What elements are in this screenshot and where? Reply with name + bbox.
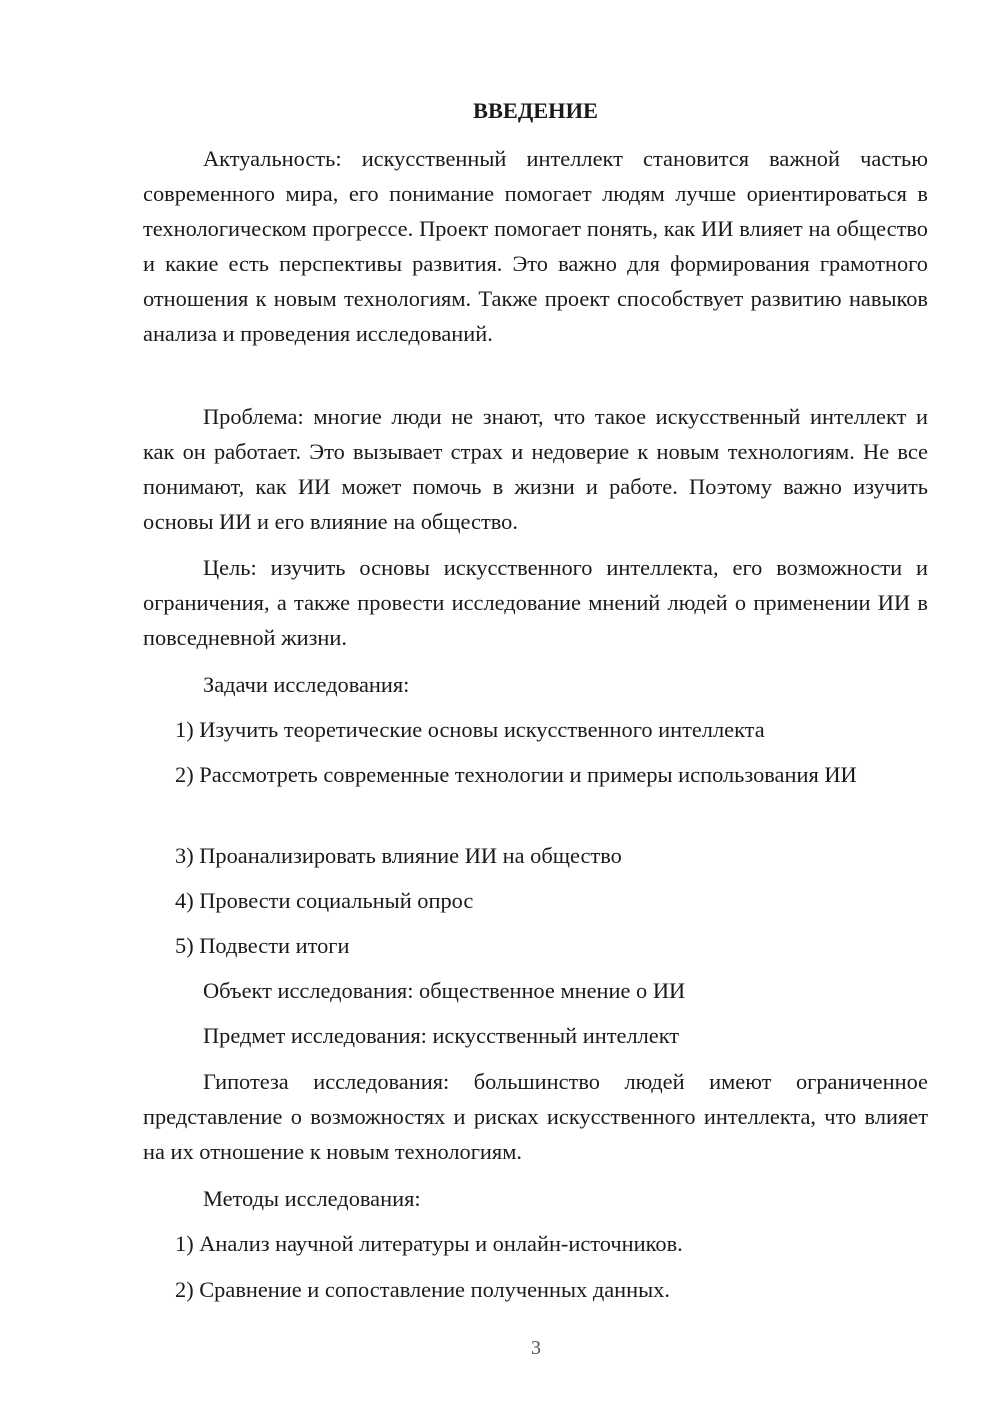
task-4-block (143, 883, 928, 918)
task-3-block (143, 838, 928, 873)
relevance-block (143, 141, 928, 351)
methods-title: Методы исследования: (203, 1186, 421, 1211)
method-item: 1) Анализ научной литературы и онлайн-источников. (175, 1231, 683, 1256)
task-item: 3) Проанализировать влияние ИИ на общество (175, 843, 622, 868)
method-1-block (143, 1226, 928, 1261)
problem-paragraph: Проблема: многие люди не знают, что такое искусственный интеллект и как он работает. Это вызывает страх и недоверие к новым технологиям. Не все понимают, как ИИ может помочь в жизни и работе. Поэтому важно изучить основы ИИ и его влияние на общество. (143, 404, 928, 534)
task-1-block (143, 712, 928, 747)
methods-title-block (143, 1181, 928, 1216)
task-5-block (143, 928, 928, 963)
method-item: 2) Сравнение и сопоставление полученных данных. (175, 1277, 670, 1302)
page-number: 3 (531, 1337, 541, 1359)
task-item: 5) Подвести итоги (175, 933, 350, 958)
object-block (143, 973, 928, 1008)
task-2-block (143, 757, 928, 792)
task-item: 2) Рассмотреть современные технологии и примеры использования ИИ (175, 762, 857, 787)
relevance-paragraph: Актуальность: искусственный интеллект становится важной частью современного мира, его понимание помогает людям лучше ориентироваться в технологическом прогрессе. Проект помогает понять, как ИИ влияет на общество и какие есть перспективы развития. Это важно для формирования грамотного отношения к новым технологиям. Также проект способствует развитию навыков анализа и проведения исследований. (143, 146, 928, 346)
method-2-block (143, 1272, 928, 1307)
hypothesis-paragraph: Гипотеза исследования: большинство людей имеют ограниченное представление о возможностях и рисках искусственного интеллекта, что влияет на их отношение к новым технологиям. (143, 1069, 928, 1164)
research-subject: Предмет исследования: искусственный интеллект (203, 1023, 680, 1048)
hypothesis-block (143, 1064, 928, 1169)
goal-paragraph: Цель: изучить основы искусственного интеллекта, его возможности и ограничения, а также провести исследование мнений людей о применении ИИ в повседневной жизни. (143, 555, 928, 650)
goal-block (143, 550, 928, 655)
subject-block (143, 1018, 928, 1053)
tasks-title: Задачи исследования: (203, 672, 410, 697)
task-item: 4) Провести социальный опрос (175, 888, 474, 913)
section-heading: ВВЕДЕНИЕ (473, 98, 598, 123)
problem-block (143, 399, 928, 539)
research-object: Объект исследования: общественное мнение о ИИ (203, 978, 686, 1003)
task-item: 1) Изучить теоретические основы искусственного интеллекта (175, 717, 765, 742)
tasks-title-block (143, 667, 928, 702)
